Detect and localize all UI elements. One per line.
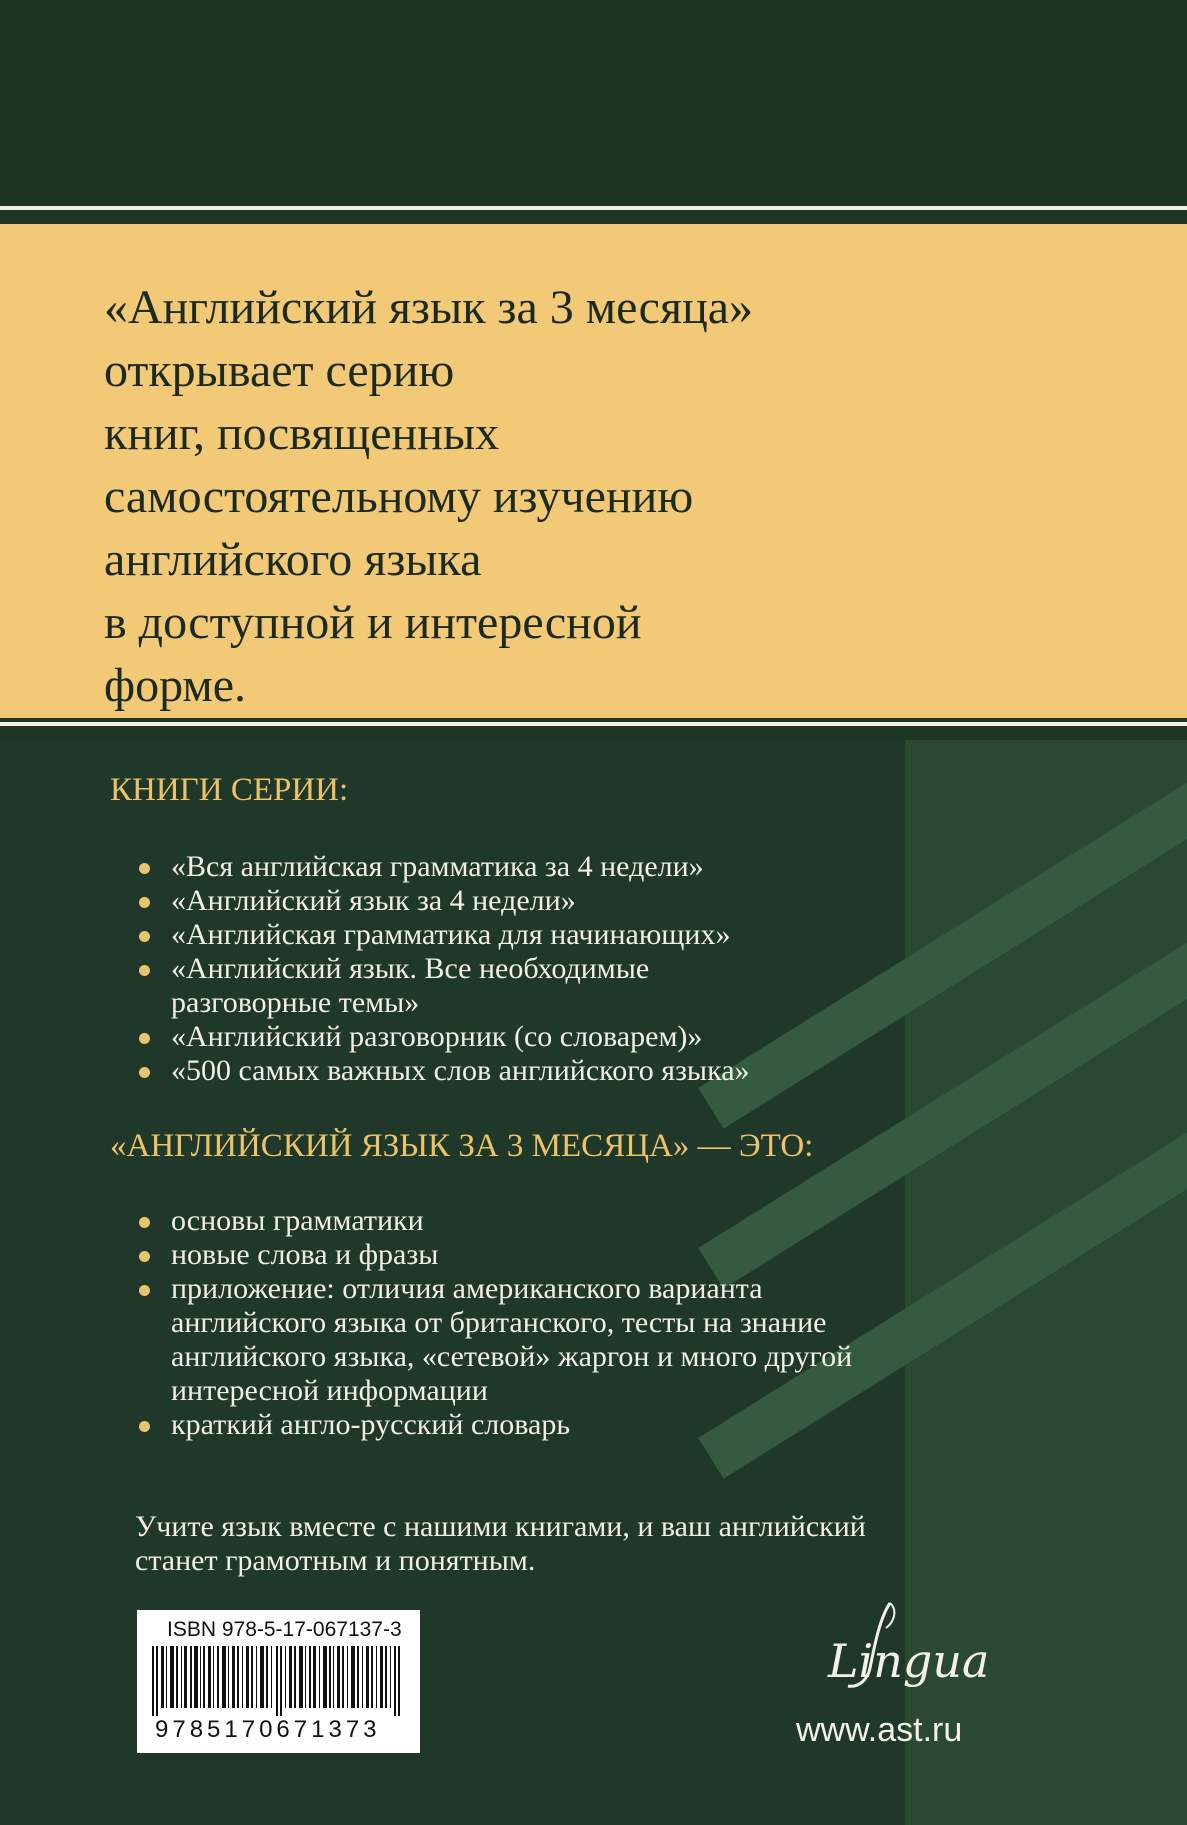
barcode xyxy=(137,1610,420,1753)
list-item: «Английский язык. Все необходимые разговорные темы» xyxy=(135,952,731,1020)
list-item: «Английский язык за 4 недели» xyxy=(135,884,895,918)
bullet-icon xyxy=(139,1251,150,1262)
bullet-icon xyxy=(139,1217,150,1228)
bullet-icon xyxy=(139,965,150,976)
bottom-rule xyxy=(0,722,1187,726)
list-item: «500 самых важных слов английского языка» xyxy=(135,1054,895,1088)
intro-line: форме. xyxy=(104,659,247,712)
bullet-icon xyxy=(139,1421,150,1432)
intro-line: самостоятельному изучению xyxy=(104,470,694,523)
top-band xyxy=(0,0,1187,206)
intro-line: книг, посвященных xyxy=(104,407,500,460)
intro-line: английского языка xyxy=(104,533,482,586)
bullet-icon xyxy=(139,1285,150,1296)
list-item: «Английская грамматика для начинающих» xyxy=(135,918,895,952)
bullet-icon xyxy=(139,1067,150,1078)
bullet-icon xyxy=(139,931,150,942)
intro-text xyxy=(104,276,1104,717)
list-item: «Английский разговорник (со словарем)» xyxy=(135,1020,895,1054)
barcode-bars xyxy=(152,1646,405,1716)
intro-line: в доступной и интересной xyxy=(104,596,642,649)
list-item: новые слова и фразы xyxy=(135,1238,895,1272)
intro-line: «Английский язык за 3 месяца» xyxy=(104,281,754,334)
ean-number: 9785170671373 xyxy=(155,1716,381,1743)
top-rule xyxy=(0,206,1187,210)
features-list xyxy=(135,1204,895,1442)
bullet-icon xyxy=(139,897,150,908)
bullet-icon xyxy=(139,863,150,874)
publisher-logo: Lingua xyxy=(828,1634,990,1688)
isbn-number: ISBN 978-5-17-067137-3 xyxy=(167,1618,402,1641)
list-item: приложение: отличия американского варианта английского языка от британского, тесты на знание английского языка, «сетевой» жаргон и много другой интересной информации xyxy=(135,1272,911,1408)
bullet-icon xyxy=(139,1033,150,1044)
list-item: «Вся английская грамматика за 4 недели» xyxy=(135,850,895,884)
series-heading: КНИГИ СЕРИИ: xyxy=(110,772,349,808)
closing-text: Учите язык вместе с нашими книгами, и ваш английский станет грамотным и понятным. xyxy=(135,1510,866,1577)
list-item: краткий англо-русский словарь xyxy=(135,1408,895,1442)
list-item: основы грамматики xyxy=(135,1204,895,1238)
series-list xyxy=(135,850,895,1088)
features-heading: «АНГЛИЙСКИЙ ЯЗЫК ЗА 3 МЕСЯЦА» — ЭТО: xyxy=(110,1128,814,1164)
intro-line: открывает серию xyxy=(104,344,455,397)
publisher-website: www.ast.ru xyxy=(796,1711,963,1749)
